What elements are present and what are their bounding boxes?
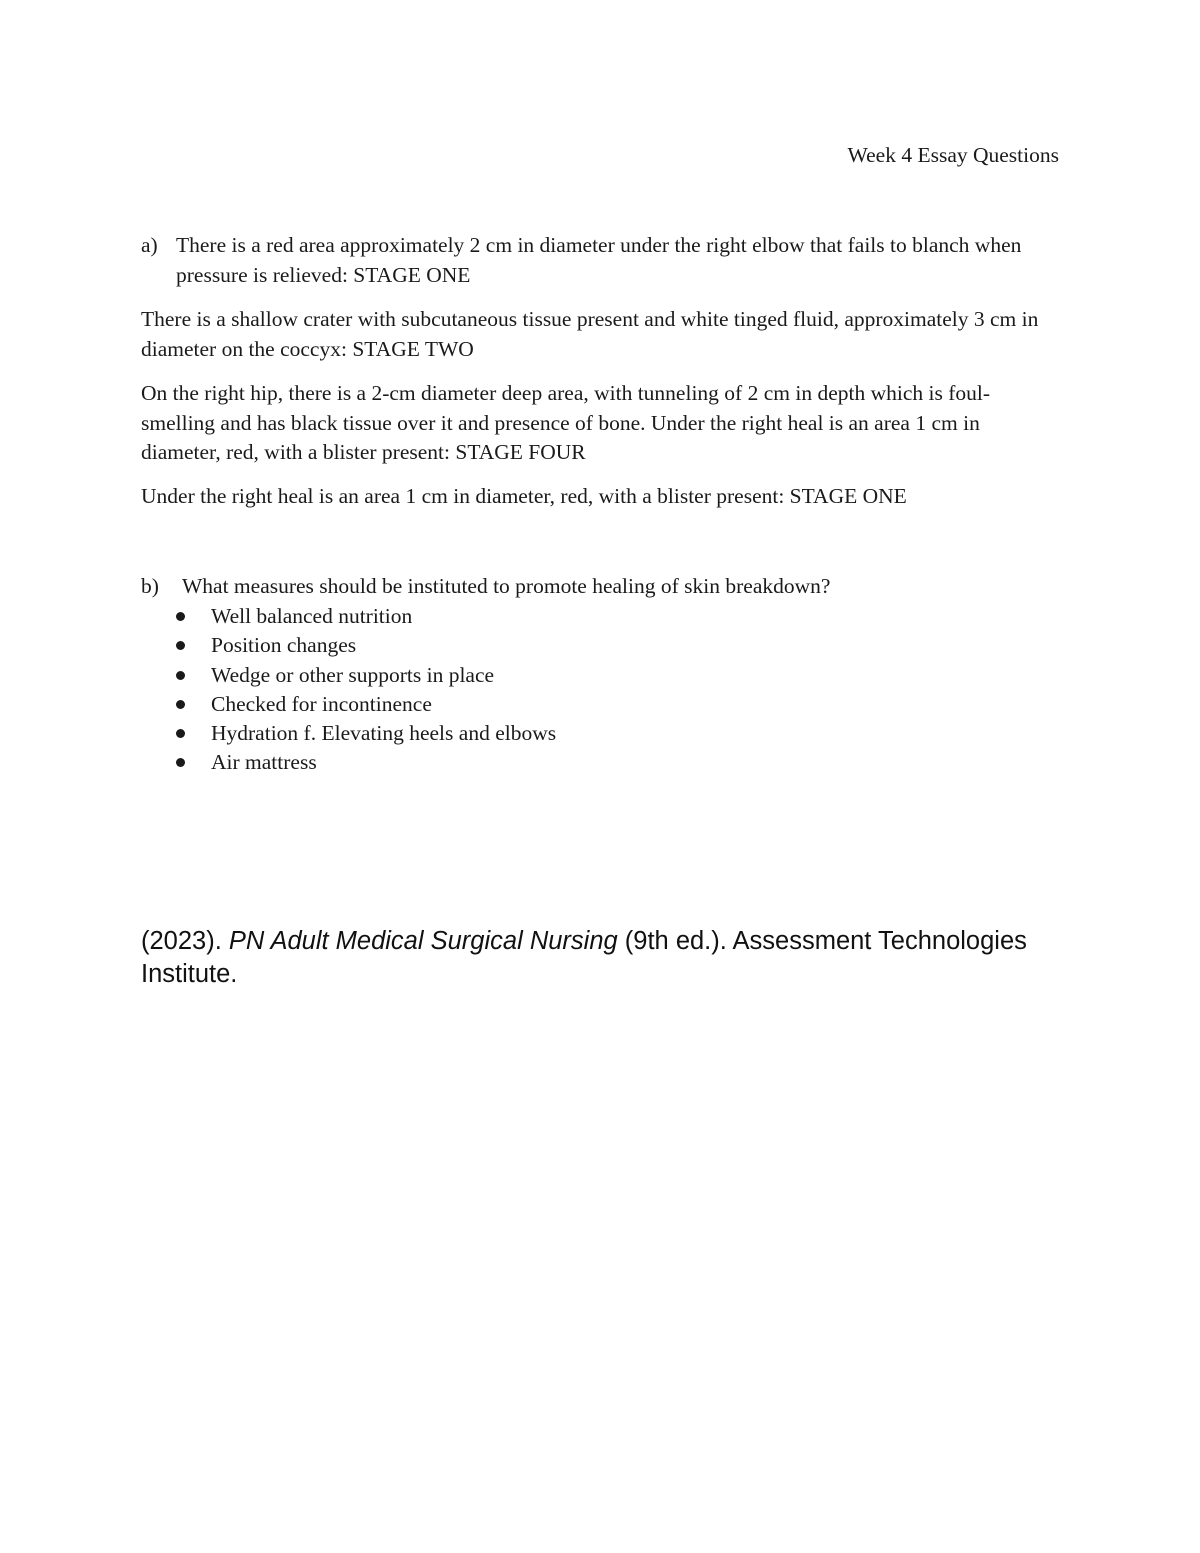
list-item-text: Position changes [211, 633, 357, 658]
question-a-marker: a) [141, 233, 158, 257]
measures-list [176, 602, 556, 778]
paragraph-stage-one: Under the right heal is an area 1 cm in diameter, red, with a blister present: STAGE ONE [141, 484, 907, 508]
page-header-title: Week 4 Essay Questions [847, 143, 1059, 167]
list-item [176, 631, 556, 660]
bullet-icon [176, 700, 185, 709]
question-b-text: What measures should be instituted to promote healing of skin breakdown? [182, 574, 831, 598]
paragraph-stage-four: On the right hip, there is a 2-cm diameter deep area, with tunneling of 2 cm in depth which is foul-smelling and has black tissue over it and presence of bone. Under the right heal is an area 1 cm in diameter, red, with a blister present: STAGE FOUR [141, 381, 991, 464]
bullet-icon [176, 641, 185, 650]
question-b-marker: b) [141, 574, 159, 598]
bullet-icon [176, 729, 185, 738]
bullet-icon [176, 671, 185, 680]
list-item [176, 719, 556, 748]
citation-publisher: (9th ed.). Assessment Technologies Institute. [141, 927, 1027, 988]
list-item-text: Air mattress [211, 750, 317, 775]
reference-citation [141, 925, 1041, 991]
list-item [176, 602, 556, 631]
list-item [176, 661, 556, 690]
bullet-icon [176, 612, 185, 621]
list-item-text: Checked for incontinence [211, 691, 432, 716]
list-item-text: Wedge or other supports in place [211, 662, 495, 687]
list-item [176, 748, 556, 777]
citation-year: (2023). [141, 927, 229, 955]
paragraph-stage-two: There is a shallow crater with subcutaneous tissue present and white tinged fluid, approximately 3 cm in diameter on the coccyx: STAGE TWO [141, 307, 1039, 361]
question-a [141, 231, 1061, 290]
list-item [176, 690, 556, 719]
citation-title: PN Adult Medical Surgical Nursing [228, 927, 618, 955]
list-item-text: Hydration f. Elevating heels and elbows [211, 721, 557, 746]
question-a-text: There is a red area approximately 2 cm in diameter under the right elbow that fails to blanch when pressure is relieved: STAGE ONE [176, 233, 1022, 287]
list-item-text: Well balanced nutrition [211, 604, 413, 628]
question-b [141, 572, 1061, 602]
bullet-icon [176, 758, 185, 767]
